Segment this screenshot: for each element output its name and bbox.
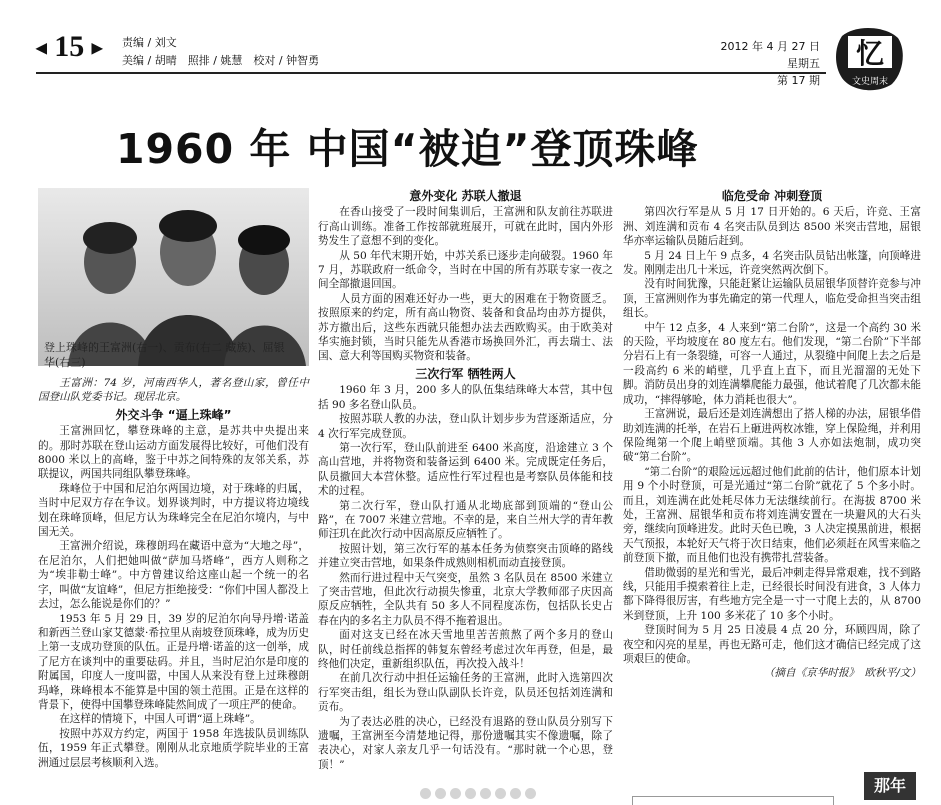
paragraph: 没有时间犹豫，只能赶紧让运输队员屈银华顶替许竞参与冲顶，王富洲则作为事先确定的第一代理人，临危受命担当突击组组长。 [623, 278, 921, 320]
paragraph: 在香山接受了一段时间集训后，王富洲和队友前往苏联进行高山训练。准备工作按部就班展开，可就在此时，国内外形势发生了意想不到的变化。 [318, 206, 613, 248]
paragraph: 按照中苏双方约定，两国于 1958 年选拔队员训练队伍，1959 年正式攀登。刚刚从北京地质学院毕业的王富洲通过层层考核顺利入选。 [38, 727, 309, 769]
dot-icon [420, 788, 431, 799]
date-block [702, 38, 831, 89]
paragraph: 1953 年 5 月 29 日，39 岁的尼泊尔向导丹增·诺盖和新西兰登山家艾德蒙·希拉里从南坡登顶珠峰，成为历史上第一支成功登顶的队伍。正是丹增·诺盖的这一创举，成了尼方在谈判中的重要砝码。并且，当时尼泊尔是印度的附属国，印度人一度叫嚣，中国人从来没有登上过珠穆朗玛峰，珠峰根本不能算是中国的领土范围。正是在这样的背景下，使得中国攀登珠峰陡然间成了一项庄严的使命。 [38, 612, 309, 711]
headline: 1960 年 中国“被迫”登顶珠峰 [116, 125, 699, 173]
page-number-value: 15 [54, 30, 85, 63]
dot-icon [450, 788, 461, 799]
photo-caption: 登上珠峰的王富洲(右一)、贡布(右二 藏族)、屈银华(右三) [44, 341, 285, 369]
issue-date: 2012 年 4 月 27 日 星期五 [720, 40, 831, 70]
article-column-2 [318, 186, 613, 772]
article-column-3 [623, 186, 921, 681]
arrow-right-icon: ▶ [91, 41, 103, 57]
paragraph: 在这样的情境下，中国人可谓“逼上珠峰”。 [59, 713, 261, 726]
arrow-left-icon: ◀ [36, 41, 47, 57]
paragraph: 1960 年 3 月，200 多人的队伍集结珠峰大本营，其中包括 90 多名登山队员。 [318, 384, 613, 411]
editor-credits [122, 34, 319, 70]
paragraph: 在前几次行动中担任运输任务的王富洲，此时入选第四次行军突击组，组长为登山队副队长许竞，队员还包括刘连满和贡布。 [318, 672, 613, 714]
paragraph: 按照苏联人教的办法，登山队计划步步为营逐渐适应，分 4 次行军完成登顶。 [318, 413, 613, 440]
paragraph: 中午 12 点多，4 人来到“第二台阶”，这是一个高约 30 米的天险，平均坡度在 80 度左右。他们发现，“第二台阶”下半部分岩石上有一条裂缝，可容一人通过，从裂缝中间爬上去之后是一段高约 6 米的峭壁，几乎直上直下，而且光溜溜的无处下脚。消防员出身的刘连满攀爬能力最强，他试着爬了几次都未能成功，“摔得够呛，体力消耗也很大”。 [623, 321, 921, 406]
paragraph: 王富洲回忆，攀登珠峰的主意，是苏共中央提出来的。那时苏联在登山运动方面发展得比较好，可他们没有 8000 米以上的高峰，鉴于中苏之间特殊的友邻关系，苏联提议，两国共同组队攀登珠峰。 [38, 425, 309, 481]
section-title: 临危受命 冲刺登顶 [721, 189, 823, 203]
paragraph: 珠峰位于中国和尼泊尔两国边境，对于珠峰的归属，当时中尼双方存在争议。划界谈判时，中方提议将边境线划在珠峰顶峰，但尼方认为珠峰完全在尼泊尔境内，与中国无关。 [38, 482, 309, 539]
paragraph: 5 月 24 日上午 9 点多，4 名突击队员钻出帐篷，向顶峰进发。刚刚走出几十米远，许竞突然两次倒下。 [623, 249, 921, 277]
dot-icon [480, 788, 491, 799]
footer-decoration [420, 784, 540, 803]
page-number [36, 30, 103, 64]
source-credit: （摘自《京华时报》 欧秋平/文） [763, 667, 921, 680]
dot-icon [525, 788, 536, 799]
dot-icon [465, 788, 476, 799]
corner-label: 那年 [864, 772, 916, 800]
paragraph: 王富洲介绍说，珠穆朗玛在藏语中意为“大地之母”，在尼泊尔，人们把她叫做“萨加马塔峰”，西方人则称之为“埃非勒士峰”。中方曾建议给这座山起一个统一的名字，叫做“友谊峰”，但尼方拒绝接受：“你们中国人都没上去过，怎么能说是你们的？” [38, 540, 309, 611]
section-title: 意外变化 苏联人撤退 [409, 189, 522, 203]
column-title: 忆 [855, 37, 885, 70]
section-title: 三次行军 牺牲两人 [415, 366, 516, 381]
column-subtitle: 文史周末 [851, 77, 889, 87]
paragraph: 王富洲说，最后还是刘连满想出了搭人梯的办法，屈银华借助刘连满的托举，在岩石上砸进两枚冰锥，穿上保险绳，并利用保险绳第一个爬上峭壁顶端。其他 3 人亦如法炮制，成功突破“第二台阶”。 [623, 408, 921, 464]
article-column-1 [38, 376, 309, 770]
paragraph: 为了表达必胜的决心，已经没有退路的登山队员分别写下遗嘱，王富洲至今清楚地记得，那份遗嘱其实不像遗嘱，除了表决心，对家人亲友几乎一句话没有。“那时就一个心思，登顶！” [318, 715, 613, 771]
paragraph: 登顶时间为 5 月 25 日凌晨 4 点 20 分，环顾四周，除了夜空和闪亮的星星，再也无路可走，他们这才确信已经完成了这项艰巨的使命。 [623, 624, 921, 665]
paragraph: 按照计划，第三次行军的基本任务为侦察突击顶峰的路线并建立突击营地，如果条件成熟则相机而动直接登顶。 [318, 542, 613, 570]
paragraph: 第四次行军是从 5 月 17 日开始的。6 天后，许竞、王富洲、刘连满和贡布 4 名突击队员到达 8500 米突击营地，屈银华亦率运输队员随后赶到。 [623, 206, 921, 248]
paragraph: “第二台阶”的艰险远远超过他们此前的估计，他们原本计划用 9 个小时登顶，可是光通过“第二台阶”就花了 5 个多小时。而且，刘连满在此处耗尽体力无法继续前行。在海拔 8700 米处，王富洲、屈银华和贡布将刘连满安置在一块避风的大石头旁，继续向顶峰进发。此时天色已晚，3 人决定摸黑前进，根据天气预报，本轮好天气将于次日结束，他们必须赶在风雪来临之前登顶下撤，而且他们也没有携带扎营装备。 [623, 465, 921, 565]
ink-splash-icon [834, 22, 906, 94]
dot-icon [495, 788, 506, 799]
paragraph: 借助微弱的星光和雪光，最后冲刺走得异常艰难，找不到路线，只能用手摸索着往上走，已经很长时间没有进食，3 人体力都下降得很厉害，有些地方完全是一寸一寸爬上去的，从 8700 米到登顶，上升 100 多米花了 10 多个小时。 [623, 566, 921, 622]
dot-icon [510, 788, 521, 799]
paragraph: 第二次行军，登山队打通从北坳底部到顶端的“登山公路”，在 7007 米建立营地。不幸的是，来自兰州大学的青年教师汪玑在此次行动中因高原反应牺牲了。 [318, 499, 613, 541]
author-bio: 王富洲：74 岁，河南西华人，著名登山家，曾任中国登山队党委书记。现居北京。 [38, 377, 309, 404]
section-title: 外交斗争 “逼上珠峰” [115, 407, 232, 422]
paragraph: 从 50 年代末期开始，中苏关系已逐步走向破裂。1960 年 7 月，苏联政府一纸命令，当时在中国的所有苏联专家一夜之间全部撤退回国。 [318, 249, 613, 291]
paragraph: 然而行进过程中天气突变，虽然 3 名队员在 8500 米建立了突击营地，但此次行动损失惨重，北京大学教师邵子庆因高原反应牺牲，全队共有 50 多人不同程度冻伤，包括队长史占春在内的多名主力队员不得不拖着退出。 [318, 571, 613, 627]
dot-icon [435, 788, 446, 799]
issue-number: 第 17 期 [777, 74, 820, 87]
editor-line: 责编 / 刘文 [122, 36, 177, 49]
paragraph: 第一次行军，登山队前进至 6400 米高度，沿途建立 3 个高山营地，并将物资和装备运到 6400 米。完成既定任务后，队员撤回大本营休整。适应性行军过程也是考察队员体能和技术的过程。 [318, 441, 613, 498]
paragraph: 人员方面的困难还好办一些，更大的困难在于物资匮乏。按照原来的约定，所有高山物资、装备和食品均由苏方提供，苏方撤出后，这些东西就只能想办法去西欧购买。由于欧美对华实施封锁，当时只能先从香港市场换回外汇，再去瑞士、法国、意大利等国购买物资和装备。 [318, 292, 613, 363]
column-badge [834, 22, 906, 94]
design-line: 美编 / 胡晴 照排 / 姚慧 校对 / 钟智勇 [122, 54, 320, 67]
paragraph: 面对这支已经在冰天雪地里苦苦煎熬了两个多月的登山队，时任前线总指挥的韩复东曾经考虑过次年再登，但是，最终他们决定，重新组织队伍，再次投入战斗！ [318, 629, 613, 670]
